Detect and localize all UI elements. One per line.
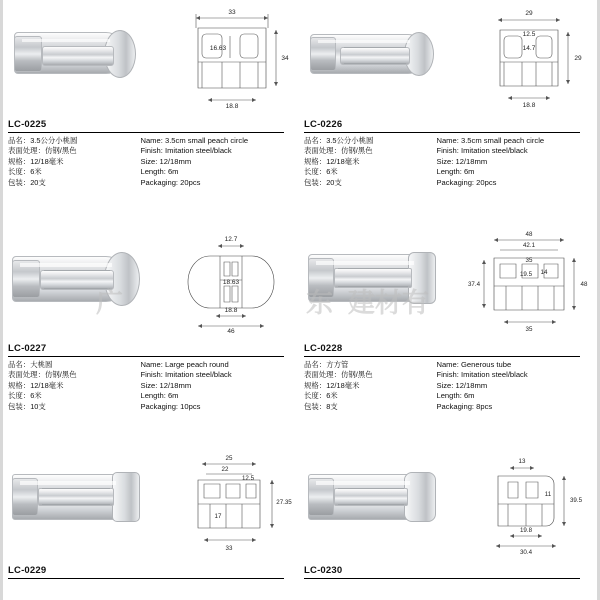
- dim-top: 25: [225, 455, 233, 463]
- en-value-name: Large peach round: [164, 360, 229, 370]
- cn-value-size: 12/18毫米: [30, 380, 64, 390]
- product-card-lc-0230[interactable]: [300, 448, 596, 579]
- figure-area: [304, 226, 592, 338]
- product-card-lc-0227[interactable]: [4, 226, 300, 412]
- en-label-name: Name:: [436, 360, 459, 370]
- en-value-length: 6m: [463, 391, 475, 401]
- technical-drawing: [168, 6, 296, 110]
- dim-sub-2: 35: [525, 257, 533, 265]
- cn-value-length: 6米: [326, 167, 338, 177]
- en-label-size: Size:: [436, 380, 454, 390]
- product-code: LC-0227: [8, 343, 284, 357]
- cn-label-size: 规格：: [8, 380, 31, 390]
- cn-label-name: 品名：: [8, 360, 31, 370]
- dim-bottom: 18.8: [522, 102, 536, 109]
- en-label-name: Name:: [436, 136, 459, 145]
- dim-sub-4: 14: [540, 269, 548, 277]
- en-value-length: 6m: [463, 167, 475, 177]
- cn-value-length: 6米: [30, 167, 42, 177]
- cn-label-packaging: 包装：: [304, 401, 327, 411]
- cn-value-name: 方方管: [326, 360, 349, 370]
- dim-inner: 11: [544, 491, 552, 499]
- en-value-packaging: 8pcs: [476, 401, 493, 411]
- watermark-char-2: 东: [306, 288, 333, 318]
- en-label-finish: Finish:: [436, 146, 459, 156]
- figure-area: [304, 2, 592, 114]
- en-value-packaging: 20pcs: [476, 177, 497, 187]
- en-value-size: 12/18mm: [159, 380, 192, 390]
- en-label-size: Size:: [140, 380, 158, 390]
- product-photo: [8, 6, 158, 110]
- cn-value-size: 12/18毫米: [326, 380, 360, 390]
- en-value-packaging: 10pcs: [180, 401, 201, 411]
- en-value-finish: Imitation steel/black: [460, 146, 528, 156]
- dim-right: 48: [580, 281, 588, 289]
- cn-label-finish: 表面处理：: [304, 146, 341, 156]
- dim-top: 48: [525, 231, 533, 239]
- cn-label-finish: 表面处理：: [8, 370, 45, 380]
- row-separator: [4, 412, 596, 418]
- specs-chinese: [304, 360, 436, 412]
- cn-value-length: 6米: [326, 391, 338, 401]
- dim-right: 29: [574, 55, 582, 62]
- cn-value-name: 3.5公分小桃圆: [326, 136, 374, 145]
- dim-inner: 17: [214, 513, 222, 521]
- page-edge-left: [0, 0, 3, 600]
- en-value-finish: Imitation steel/black: [460, 370, 528, 380]
- en-value-length: 6m: [167, 391, 179, 401]
- cn-value-size: 12/18毫米: [326, 156, 360, 166]
- dim-sub-2: 12.5: [241, 475, 255, 483]
- en-label-finish: Finish:: [436, 370, 459, 380]
- dim-sub-3: 19.5: [519, 271, 533, 279]
- row-separator: [4, 188, 596, 194]
- specs-english: [436, 360, 592, 412]
- en-label-length: Length:: [140, 391, 166, 401]
- dim-right: 27.35: [276, 499, 292, 507]
- specs-chinese: [8, 136, 140, 188]
- watermark-char-1: 广: [96, 288, 123, 318]
- en-label-name: Name:: [140, 360, 163, 370]
- cn-label-size: 规格：: [304, 156, 327, 166]
- product-code: LC-0229: [8, 565, 284, 579]
- cn-value-name: 3.5公分小桃圆: [30, 136, 78, 145]
- cn-label-packaging: 包装：: [8, 401, 31, 411]
- dim-top: 12.7: [224, 236, 238, 244]
- figure-area: [8, 2, 296, 114]
- en-value-finish: Imitation steel/black: [164, 146, 232, 156]
- product-photo: [304, 6, 454, 110]
- dim-bottom: 33: [225, 545, 233, 553]
- en-value-name: Generous tube: [460, 360, 512, 370]
- figure-area: [8, 448, 296, 560]
- dim-bottom: 18.8: [225, 103, 239, 110]
- en-value-size: 12/18mm: [455, 380, 488, 390]
- en-label-packaging: Packaging:: [436, 401, 475, 411]
- en-label-length: Length:: [436, 167, 462, 177]
- cn-value-size: 12/18毫米: [30, 156, 64, 166]
- product-photo: [8, 452, 158, 556]
- cn-value-length: 6米: [30, 391, 42, 401]
- product-row: [4, 226, 596, 412]
- specs-english: [140, 136, 296, 188]
- product-card-lc-0229[interactable]: [4, 448, 300, 579]
- specs-english: [436, 136, 592, 188]
- dim-right: 34: [281, 55, 289, 62]
- en-label-finish: Finish:: [140, 146, 163, 156]
- product-photo: [304, 452, 454, 556]
- dim-inner-width: 12.5: [522, 31, 536, 38]
- en-value-name: 3.5cm small peach circle: [164, 136, 249, 145]
- specs-chinese: [8, 360, 140, 412]
- cn-label-length: 长度：: [8, 167, 31, 177]
- en-value-name: 3.5cm small peach circle: [460, 136, 545, 145]
- product-card-lc-0226[interactable]: [300, 2, 596, 188]
- product-row: [4, 448, 596, 579]
- cn-label-length: 长度：: [304, 391, 327, 401]
- product-code: LC-0228: [304, 343, 580, 357]
- technical-drawing: [464, 6, 592, 110]
- dim-top: 13: [518, 458, 526, 466]
- cn-label-packaging: 包装：: [8, 177, 31, 187]
- product-specs: [304, 360, 592, 412]
- cn-value-name: 大桃圆: [30, 360, 53, 370]
- dim-bottom-inner: 19.8: [519, 527, 533, 535]
- watermark-char-3: 建材有: [348, 288, 429, 318]
- product-specs: [304, 136, 592, 188]
- cn-value-finish: 仿钢/黑色: [340, 146, 373, 156]
- en-label-packaging: Packaging:: [436, 177, 475, 187]
- technical-drawing: [464, 230, 592, 334]
- cn-label-length: 长度：: [8, 391, 31, 401]
- dim-bottom: 46: [227, 328, 235, 335]
- cn-label-size: 规格：: [8, 156, 31, 166]
- product-photo: [8, 230, 158, 334]
- specs-english: [140, 360, 296, 412]
- cn-label-finish: 表面处理：: [304, 370, 341, 380]
- cn-value-finish: 仿钢/黑色: [44, 370, 77, 380]
- en-value-size: 12/18mm: [159, 156, 192, 166]
- dim-bottom-inner: 18.8: [224, 307, 238, 315]
- dim-right: 39.5: [569, 497, 583, 505]
- cn-label-length: 长度：: [304, 167, 327, 177]
- cn-value-packaging: 8支: [326, 401, 338, 411]
- product-card-lc-0225[interactable]: [4, 2, 300, 188]
- product-photo: [304, 230, 454, 334]
- cn-label-size: 规格：: [304, 380, 327, 390]
- dim-sub-1: 42.1: [522, 242, 536, 250]
- dim-bottom: 30.4: [519, 549, 533, 557]
- en-label-finish: Finish:: [140, 370, 163, 380]
- en-value-size: 12/18mm: [455, 156, 488, 166]
- en-label-length: Length:: [436, 391, 462, 401]
- cn-label-name: 品名：: [304, 360, 327, 370]
- technical-drawing: [168, 230, 296, 334]
- en-label-size: Size:: [140, 156, 158, 166]
- dim-inner-height: 14.7: [522, 45, 536, 52]
- technical-drawing: [464, 452, 592, 556]
- cn-label-finish: 表面处理：: [8, 146, 45, 156]
- product-code: LC-0225: [8, 119, 284, 133]
- en-value-packaging: 20pcs: [180, 177, 201, 187]
- cn-value-finish: 仿钢/黑色: [340, 370, 373, 380]
- product-code: LC-0230: [304, 565, 580, 579]
- dim-sub-1: 22: [221, 466, 229, 474]
- product-code: LC-0226: [304, 119, 580, 133]
- figure-area: [304, 448, 592, 560]
- cn-value-packaging: 10支: [30, 401, 46, 411]
- en-label-packaging: Packaging:: [140, 401, 179, 411]
- dim-bottom: 35: [525, 326, 533, 334]
- en-label-packaging: Packaging:: [140, 177, 179, 187]
- en-value-length: 6m: [167, 167, 179, 177]
- dim-inner-height: 18.63: [222, 279, 240, 287]
- product-specs: [8, 360, 296, 412]
- figure-area: [8, 226, 296, 338]
- product-specs: [8, 136, 296, 188]
- cn-label-name: 品名：: [8, 136, 31, 145]
- cn-label-name: 品名：: [304, 136, 327, 145]
- en-label-length: Length:: [140, 167, 166, 177]
- product-card-lc-0228[interactable]: [300, 226, 596, 412]
- dim-left: 37.4: [467, 281, 481, 289]
- cn-label-packaging: 包装：: [304, 177, 327, 187]
- cn-value-finish: 仿钢/黑色: [44, 146, 77, 156]
- dim-top: 29: [525, 10, 533, 17]
- specs-chinese: [304, 136, 436, 188]
- dim-top: 33: [228, 9, 236, 16]
- en-label-name: Name:: [140, 136, 163, 145]
- dim-inner-height: 16.63: [209, 45, 227, 52]
- cn-value-packaging: 20支: [326, 177, 342, 187]
- en-label-size: Size:: [436, 156, 454, 166]
- en-value-finish: Imitation steel/black: [164, 370, 232, 380]
- technical-drawing: [168, 452, 296, 556]
- product-row: [4, 2, 596, 188]
- cn-value-packaging: 20支: [30, 177, 46, 187]
